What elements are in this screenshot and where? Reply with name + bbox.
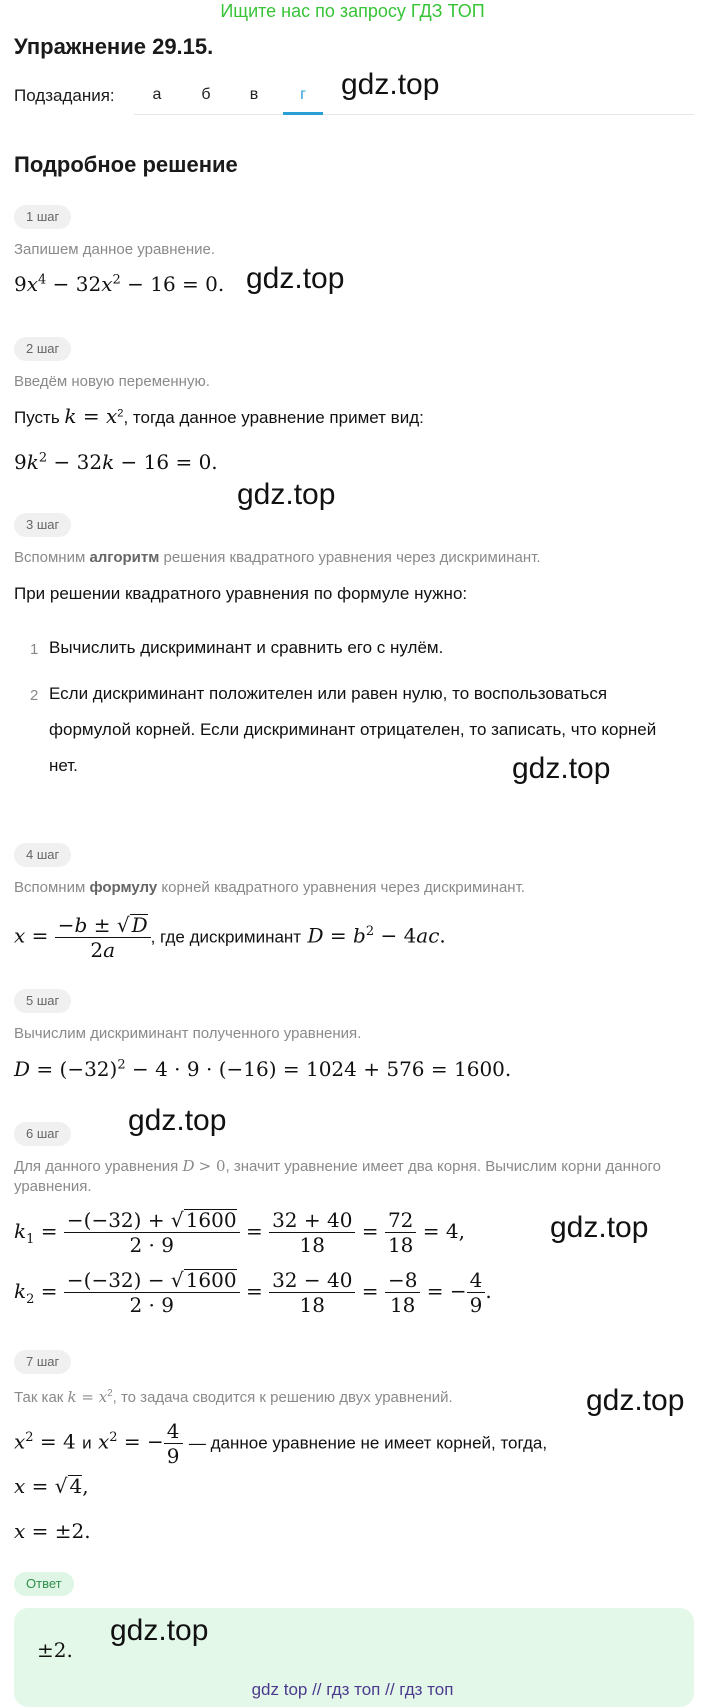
watermark: gdz.top bbox=[128, 1104, 227, 1137]
x-sqrt: x = √ 4, bbox=[14, 1474, 89, 1498]
watermark: gdz.top bbox=[550, 1211, 649, 1244]
watermark: gdz.top bbox=[512, 752, 611, 785]
watermark: gdz.top bbox=[586, 1384, 685, 1417]
step-3-intro: При решении квадратного уравнения по формуле нужно: bbox=[14, 584, 468, 603]
list-number-1: 1 bbox=[30, 641, 39, 658]
top-banner[interactable]: Ищите нас по запросу ГДЗ ТОП bbox=[220, 1, 485, 21]
list-item-1: Вычислить дискриминант и сравнить его с нулём. bbox=[49, 638, 444, 657]
answer-badge: Ответ bbox=[14, 1572, 74, 1596]
step-badge-7: 7 шаг bbox=[14, 1350, 71, 1374]
step-badge-6: 6 шаг bbox=[14, 1122, 71, 1146]
step-3-hint: Вспомним алгоритм решения квадратного уравнения через дискриминант. bbox=[14, 549, 541, 566]
x-result: x = ±2. bbox=[14, 1519, 91, 1543]
tab-a[interactable]: а bbox=[152, 86, 162, 103]
substitution-line: Пусть $k = x^2$, тогда данное уравнение примет вид: bbox=[14, 404, 424, 428]
equation-1: $9x^4 - 32x^2 - 16 = 0$. bbox=[14, 272, 225, 296]
tab-b[interactable]: б bbox=[201, 86, 211, 103]
step-badge-4: 4 шаг bbox=[14, 843, 71, 867]
equation-2: $9k^2 - 32k - 16 = 0$. bbox=[14, 450, 218, 474]
equations-x: $x^2 = 4$ и $x^2$ = − $\frac{4}{9}$ — данное уравнение не имеет корней, тогда, bbox=[14, 1418, 548, 1468]
tab-v[interactable]: в bbox=[249, 86, 259, 103]
step-badge-2: 2 шаг bbox=[14, 337, 71, 361]
page-title: Упражнение 29.15. bbox=[14, 34, 214, 59]
watermark: gdz.top bbox=[341, 68, 440, 101]
footer-links[interactable]: gdz top // гдз топ // гдз топ bbox=[251, 1680, 454, 1699]
list-number-2: 2 bbox=[30, 687, 39, 704]
watermark: gdz.top bbox=[110, 1614, 209, 1647]
watermark: gdz.top bbox=[237, 478, 336, 511]
formula-text: , где дискриминант bbox=[150, 927, 302, 947]
step-5-hint: Вычислим дискриминант полученного уравнения. bbox=[14, 1025, 362, 1042]
answer-value: ±2. bbox=[37, 1638, 73, 1662]
step-6-hint: Для данного уравнения D > 0, значит уравнение имеет два корня. Вычислим корни данного уравнения. bbox=[14, 1157, 662, 1195]
section-title: Подробное решение bbox=[14, 152, 238, 177]
substitution-text-b: , тогда данное уравнение примет вид: bbox=[123, 408, 424, 427]
substitution-text-a: Пусть bbox=[14, 408, 60, 427]
step-7-hint: Так как $k = x^2$, то задача сводится к решению двух уравнений. bbox=[14, 1388, 453, 1406]
discriminant-calc: $D = (-32)^2 - 4 \cdot 9 \cdot (-16) = 1024 + 576 = 1600$. bbox=[14, 1057, 512, 1081]
step-1-hint: Запишем данное уравнение. bbox=[14, 241, 216, 258]
list-item-2: Если дискриминант положителен или равен нулю, то воспользоваться формулой корней. Если дискриминант отрицателен, то записать, что корней нет. bbox=[49, 684, 657, 775]
subtasks-divider bbox=[134, 114, 694, 115]
watermark: gdz.top bbox=[246, 262, 345, 295]
roots-formula: x = $\frac{-b \pm √ D}{2a}$ , где дискриминант $D = b^2 - 4ac$. bbox=[14, 912, 446, 962]
step-badge-3: 3 шаг bbox=[14, 513, 71, 537]
root-k1: $k_1$ = $\frac{-(-32) + √ 1600}{2 \cdot 9}$ = $\frac{32 + 40}{18}$ = $\frac{72}{18}$ = 4, bbox=[14, 1208, 465, 1257]
subtasks-label: Подзадания: bbox=[14, 86, 115, 105]
step-badge-5: 5 шаг bbox=[14, 989, 71, 1013]
step-badge-1: 1 шаг bbox=[14, 205, 71, 229]
step-4-hint: Вспомним формулу корней квадратного уравнения через дискриминант. bbox=[14, 879, 525, 896]
tab-g[interactable]: г bbox=[300, 86, 306, 103]
step-2-hint: Введём новую переменную. bbox=[14, 373, 210, 390]
root-k2: $k_2$ = $\frac{-(-32) - √ 1600}{2 \cdot 9}$ = $\frac{32 - 40}{18}$ = $\frac{-8}{18}$ = − $\frac{4}{9}$ . bbox=[14, 1268, 492, 1317]
active-tab-indicator bbox=[283, 112, 323, 115]
